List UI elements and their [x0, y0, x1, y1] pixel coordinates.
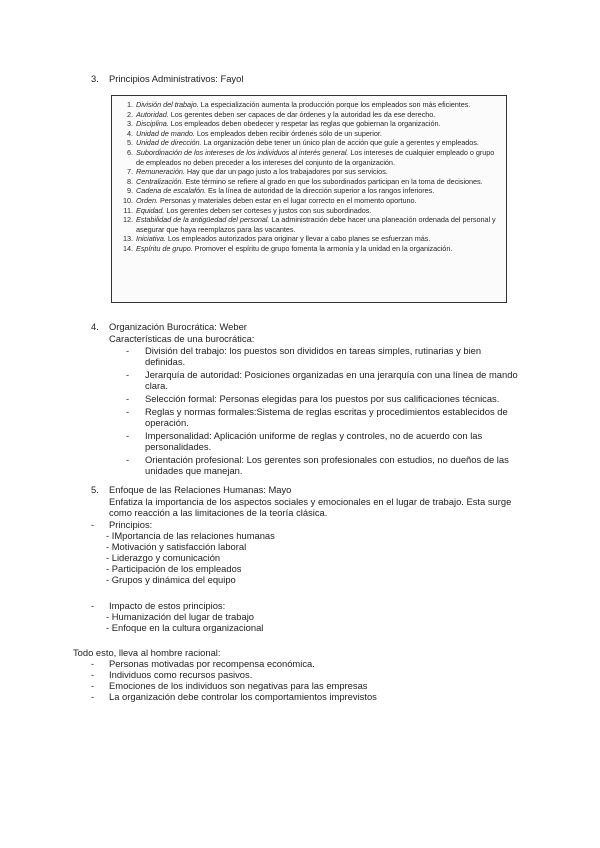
fayol-item-body — [136, 129, 500, 139]
bullet-marker: - — [91, 680, 95, 691]
fayol-item — [120, 100, 500, 110]
fayol-item-term: Cadena de escalafón. — [136, 186, 206, 196]
fayol-item-number: 4. — [127, 128, 133, 138]
fayol-item-term: Equidad. — [136, 205, 165, 215]
fayol-item-term: División del trabajo. — [136, 100, 199, 109]
impacto-dash: - — [91, 600, 95, 611]
fayol-item — [120, 215, 500, 234]
fayol-item-text: La organización debe tener un único plan de acción que guíe a gerentes y empleados. — [201, 138, 479, 148]
section-3-heading: Principios Administrativos: Fayol — [109, 73, 244, 84]
fayol-item-body — [136, 119, 500, 129]
weber-item-text: Impersonalidad: Aplicación uniforme de reglas y controles, no de acuerdo con las personalidades. — [145, 430, 483, 452]
fayol-item-text: Los empleados deben obedecer y respetar las reglas que gobiernan la organización. — [168, 119, 441, 129]
principio-item: - IMportancia de las relaciones humanas — [106, 530, 275, 541]
fayol-item-number: 6. — [127, 147, 133, 157]
section-3-number: 3. — [91, 73, 99, 84]
section-5-intro: Enfatiza la importancia de los aspectos sociales y emocionales en el lugar de trabajo. Esta surge como reacción a las limitaciones de la teoría clásica. — [109, 496, 512, 518]
fayol-item-body — [136, 234, 500, 244]
fayol-item — [120, 167, 500, 177]
fayol-item-text: Los gerentes deben ser corteses y justos con sus subordinados. — [164, 205, 372, 215]
fayol-item-term: Disciplina. — [136, 119, 169, 129]
fayol-item-term: Unidad de dirección. — [136, 138, 202, 148]
fayol-item — [120, 119, 500, 129]
bullet-marker: - — [126, 406, 130, 417]
fayol-item — [120, 148, 500, 167]
fayol-item-term: Centralización. — [136, 176, 184, 186]
weber-list-item — [126, 430, 520, 452]
fayol-item-text: La especialización aumenta la producción porque los empleados son más eficientes. — [198, 100, 471, 109]
section-4-number: 4. — [91, 321, 99, 332]
section-4-heading: Organización Burocrática: Weber — [109, 321, 247, 332]
fayol-item-term: Remuneración. — [136, 167, 185, 177]
fayol-item-text: Personas y materiales deben estar en el lugar correcto en el momento oportuno. — [158, 195, 417, 205]
fayol-item-body — [136, 177, 500, 187]
section-5-heading: Enfoque de las Relaciones Humanas: Mayo — [109, 484, 292, 495]
impacto-item: - Humanización del lugar de trabajo — [106, 611, 254, 622]
fayol-item — [120, 196, 500, 206]
fayol-item-number: 5. — [127, 138, 133, 148]
principio-item: - Grupos y dinámica del equipo — [106, 574, 236, 585]
conclusion-item — [91, 669, 521, 680]
fayol-item-body — [136, 244, 500, 254]
fayol-item-body — [136, 167, 500, 177]
impacto-item: - Enfoque en la cultura organizacional — [106, 622, 264, 633]
fayol-item-text: Este término se refiere al grado en que los subordinados participan en la toma de decisiones. — [183, 176, 483, 186]
weber-list-item — [126, 393, 520, 404]
weber-list-item — [126, 345, 520, 367]
fayol-item-term: Orden. — [136, 195, 159, 205]
fayol-item-text: Los intereses de cualquier empleado o grupo de empleados no deben preceder a los intereses del conjunto de la organización. — [136, 147, 495, 167]
fayol-item — [120, 129, 500, 139]
fayol-item-text: Los gerentes deben ser capaces de dar órdenes y la autoridad les da ese derecho. — [168, 109, 436, 119]
conclusion-lead: Todo esto, lleva al hombre racional: — [73, 647, 221, 658]
fayol-item-number: 1. — [127, 100, 133, 109]
fayol-item — [120, 244, 500, 254]
bullet-marker: - — [126, 430, 130, 441]
fayol-item-number: 9. — [127, 186, 133, 196]
fayol-item-number: 11. — [123, 205, 133, 215]
weber-item-text: Orientación profesional: Los gerentes son profesionales con estudios, no dueños de las unidades que manejan. — [145, 454, 509, 476]
fayol-item-number: 13. — [123, 234, 133, 244]
weber-item-text: Jerarquía de autoridad: Posiciones organizadas en una jerarquía con una línea de mando clara. — [145, 369, 518, 391]
fayol-item-number: 8. — [127, 176, 133, 186]
principios-dash: - — [91, 519, 95, 530]
fayol-item — [120, 138, 500, 148]
impacto-label: Impacto de estos principios: — [109, 600, 226, 611]
fayol-item-text: La administración debe hacer una planeación ordenada del personal y asegurar que haya reemplazos para las vacantes. — [136, 215, 496, 234]
weber-list-item — [126, 406, 520, 428]
fayol-item-text: Promover el espíritu de grupo fomenta la armonía y la unidad en la organización. — [192, 243, 453, 253]
section-5-number: 5. — [91, 484, 99, 495]
fayol-item — [120, 110, 500, 120]
conclusion-list — [91, 658, 521, 702]
bullet-marker: - — [91, 669, 95, 680]
weber-item-text: Selección formal: Personas elegidas para los puestos por sus calificaciones técnicas. — [145, 393, 500, 404]
weber-item-text: División del trabajo: los puestos son divididos en tareas simples, rutinarias y bien definidas. — [145, 345, 482, 367]
weber-characteristics-list — [126, 345, 520, 478]
conclusion-item-text: La organización debe controlar los comportamientos imprevistos — [109, 691, 377, 702]
fayol-item — [120, 206, 500, 216]
bullet-marker: - — [91, 658, 95, 669]
impacto-list — [106, 611, 263, 633]
principio-item: - Liderazgo y comunicación — [106, 552, 221, 563]
fayol-principles-scan — [111, 95, 507, 303]
fayol-item-text: Los empleados autorizados para originar y llevar a cabo planes se esfuerzan más. — [165, 234, 431, 244]
fayol-item-number: 2. — [127, 109, 133, 119]
principio-item: - Motivación y satisfacción laboral — [106, 541, 247, 552]
fayol-item-term: Estabilidad de la antigüedad del personal. — [136, 215, 270, 225]
fayol-item-text: Los empleados deben recibir órdenes sólo de un superior. — [194, 128, 382, 138]
fayol-item-body — [136, 148, 500, 167]
fayol-item-term: Iniciativa. — [136, 234, 166, 244]
bullet-marker: - — [91, 691, 95, 702]
fayol-item-term: Autoridad. — [136, 109, 169, 119]
bullet-marker: - — [126, 393, 130, 404]
fayol-item-body — [136, 196, 500, 206]
weber-list-item — [126, 369, 520, 391]
fayol-item-text: Hay que dar un pago justo a los trabajadores por sus servicios. — [184, 167, 388, 177]
fayol-item-number: 14. — [123, 243, 133, 253]
bullet-marker: - — [126, 454, 130, 465]
fayol-item — [120, 234, 500, 244]
fayol-item-body — [136, 215, 500, 234]
fayol-item-number: 12. — [123, 215, 133, 225]
fayol-item-body — [136, 206, 500, 216]
weber-item-text: Reglas y normas formales:Sistema de reglas escritas y procedimientos establecidos de operación. — [145, 406, 508, 428]
fayol-item-text: Es la línea de autoridad de la dirección superior a los rangos inferiores. — [206, 186, 435, 196]
conclusion-item — [91, 658, 521, 669]
conclusion-item — [91, 691, 521, 702]
weber-list-item — [126, 454, 520, 476]
section-4-intro: Características de una burocrática: — [109, 333, 255, 344]
fayol-item-number: 3. — [127, 119, 133, 129]
fayol-item-body — [136, 100, 500, 110]
fayol-item — [120, 186, 500, 196]
bullet-marker: - — [126, 369, 130, 380]
fayol-item-number: 7. — [127, 167, 133, 177]
principio-item: - Participación de los empleados — [106, 563, 242, 574]
conclusion-item-text: Emociones de los individuos son negativas para las empresas — [109, 680, 368, 691]
fayol-item-body — [136, 110, 500, 120]
principios-list — [106, 530, 275, 585]
conclusion-item-text: Individuos como recursos pasivos. — [109, 669, 253, 680]
bullet-marker: - — [126, 345, 130, 356]
conclusion-item-text: Personas motivadas por recompensa económica. — [109, 658, 315, 669]
fayol-item-body — [136, 138, 500, 148]
fayol-item-term: Unidad de mando. — [136, 128, 195, 138]
fayol-item — [120, 177, 500, 187]
fayol-item-term: Espíritu de grupo. — [136, 243, 193, 253]
fayol-item-number: 10. — [123, 195, 133, 205]
fayol-item-term: Subordinación de los intereses de los individuos al interés general. — [136, 147, 349, 157]
conclusion-item — [91, 680, 521, 691]
principios-label: Principios: — [109, 519, 153, 530]
fayol-item-body — [136, 186, 500, 196]
